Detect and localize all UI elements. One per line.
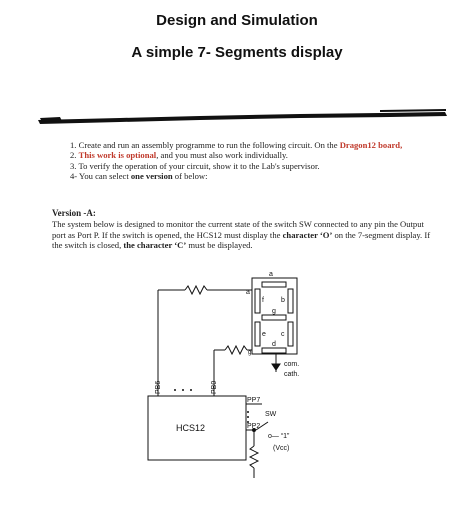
resistor-g bbox=[225, 346, 247, 354]
com-label: com. bbox=[284, 361, 300, 368]
instruction-4-b: of below: bbox=[172, 170, 208, 181]
segment-g-pin-label: g bbox=[248, 350, 252, 356]
page-subtitle: A simple 7- Segments display bbox=[131, 44, 343, 61]
pp2-label: PP2 bbox=[247, 423, 261, 430]
pp7-label: PP7 bbox=[247, 397, 261, 404]
segment-f-label: f bbox=[262, 297, 264, 304]
instruction-2-num: 2. bbox=[70, 150, 79, 161]
pb6-label: PB6 bbox=[155, 380, 162, 394]
vcc-label: (Vcc) bbox=[273, 445, 290, 452]
character-c: the character ‘C’ bbox=[123, 239, 187, 250]
segment-a-pin-label: a bbox=[246, 289, 250, 296]
version-text-2: on the 7-segment display. If the switch is closed, bbox=[52, 229, 431, 250]
version-text-3: must be displayed. bbox=[186, 239, 253, 250]
hcs12-label: HCS12 bbox=[176, 423, 206, 433]
cath-label: cath. bbox=[284, 371, 300, 378]
segment-e-label: e bbox=[262, 331, 266, 338]
instruction-2-rest: , and you must also work individually. bbox=[156, 150, 288, 161]
version-title: Version -A: bbox=[52, 208, 96, 218]
segment-g-label: g bbox=[272, 308, 276, 315]
resistor-a bbox=[185, 286, 207, 294]
logic-one-label: o— “1” bbox=[268, 433, 290, 440]
version-text-1: The system below is designed to monitor the current state of the switch SW connected to any pin the Output port as Port P. If the switch is opened, the HCS12 must display the bbox=[52, 219, 424, 240]
character-o: character ‘O’ bbox=[282, 229, 333, 240]
dragon12-board-text: Dragon12 board, bbox=[339, 140, 403, 150]
optional-text: This work is optional bbox=[78, 150, 157, 161]
segment-d-label: d bbox=[272, 341, 276, 348]
instruction-3: 3. To verify the operation of your circuit, show it to the Lab's supervisor. bbox=[70, 160, 320, 171]
instruction-4-bold: one version bbox=[130, 170, 173, 181]
segment-b-label: b bbox=[281, 297, 285, 304]
instruction-4-a: 4- You can select bbox=[70, 170, 131, 181]
pb0-label: PB0 bbox=[211, 380, 218, 394]
resistor-pulldown bbox=[250, 446, 258, 468]
instruction-1-text: 1. Create and run an assembly programme to run the following circuit. On the bbox=[70, 140, 340, 150]
segment-c-label: c bbox=[281, 331, 285, 338]
segment-a-top-label: a bbox=[269, 271, 273, 278]
switch-label: SW bbox=[265, 411, 277, 418]
page-title: Design and Simulation bbox=[156, 12, 318, 29]
